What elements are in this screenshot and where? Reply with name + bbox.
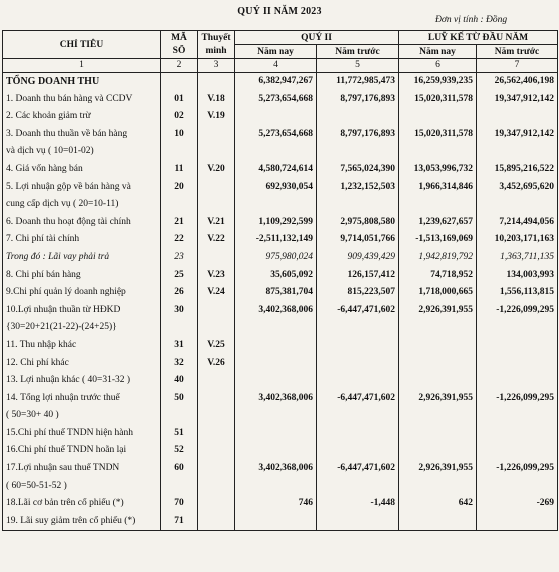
row-label: 8. Chi phí bán hàng <box>3 267 161 285</box>
row-note <box>198 372 235 390</box>
quarter-previous-value: 8,797,176,893 <box>317 126 399 144</box>
table-row <box>3 143 558 161</box>
quarter-previous-value <box>317 355 399 373</box>
row-code: 26 <box>161 284 198 302</box>
row-note <box>198 425 235 443</box>
ytd-previous-value: 19,347,912,142 <box>477 126 558 144</box>
row-code: 23 <box>161 249 198 267</box>
column-number: 3 <box>198 59 235 73</box>
header-thuyet: Thuyết <box>198 31 235 45</box>
quarter-previous-value <box>317 478 399 496</box>
ytd-previous-value: 3,452,695,620 <box>477 179 558 197</box>
row-code <box>161 319 198 337</box>
quarter-previous-value <box>317 442 399 460</box>
row-code: 52 <box>161 442 198 460</box>
quarter-previous-value: 8,797,176,893 <box>317 91 399 109</box>
row-code: 40 <box>161 372 198 390</box>
table-row <box>3 179 558 197</box>
ytd-current-value <box>399 337 477 355</box>
row-note <box>198 143 235 161</box>
table-row <box>3 91 558 109</box>
quarter-current-value <box>235 425 317 443</box>
ytd-current-value <box>399 196 477 214</box>
ytd-current-value <box>399 372 477 390</box>
row-code <box>161 73 198 91</box>
header-luyke: LUỸ KẾ TỪ ĐẦU NĂM <box>399 31 558 45</box>
quarter-previous-value <box>317 143 399 161</box>
table-body <box>3 73 558 531</box>
quarter-previous-value: 9,714,051,766 <box>317 231 399 249</box>
table-row <box>3 407 558 425</box>
row-label: 14. Tổng lợi nhuận trước thuế <box>3 390 161 408</box>
header-minh: minh <box>198 45 235 59</box>
ytd-current-value: 1,966,314,846 <box>399 179 477 197</box>
quarter-current-value: 975,980,024 <box>235 249 317 267</box>
header-chi-tieu: CHỈ TIÊU <box>3 31 161 59</box>
row-label: 5. Lợi nhuận gộp về bán hàng và <box>3 179 161 197</box>
row-note: V.22 <box>198 231 235 249</box>
row-note <box>198 407 235 425</box>
quarter-current-value <box>235 355 317 373</box>
column-number: 1 <box>3 59 161 73</box>
table-row <box>3 284 558 302</box>
row-label: 9.Chi phí quản lý doanh nghiệp <box>3 284 161 302</box>
row-note <box>198 126 235 144</box>
ytd-previous-value: -1,226,099,295 <box>477 302 558 320</box>
row-code: 22 <box>161 231 198 249</box>
row-label: {30=20+21(21-22)-(24+25)} <box>3 319 161 337</box>
row-label: 19. Lãi suy giảm trên cổ phiếu (*) <box>3 513 161 531</box>
table-row <box>3 319 558 337</box>
row-code <box>161 407 198 425</box>
quarter-current-value: 875,381,704 <box>235 284 317 302</box>
row-code: 02 <box>161 108 198 126</box>
row-code: 31 <box>161 337 198 355</box>
table-row <box>3 495 558 513</box>
ytd-previous-value: 1,556,113,815 <box>477 284 558 302</box>
row-label: 4. Giá vốn hàng bán <box>3 161 161 179</box>
row-label: 2. Các khoản giảm trừ <box>3 108 161 126</box>
row-label: 17.Lợi nhuận sau thuế TNDN <box>3 460 161 478</box>
quarter-current-value: 3,402,368,006 <box>235 390 317 408</box>
ytd-previous-value <box>477 372 558 390</box>
ytd-previous-value <box>477 442 558 460</box>
quarter-current-value: 3,402,368,006 <box>235 460 317 478</box>
row-label: 15.Chi phí thuế TNDN hiện hành <box>3 425 161 443</box>
ytd-previous-value: -1,226,099,295 <box>477 460 558 478</box>
column-number: 7 <box>477 59 558 73</box>
row-note <box>198 179 235 197</box>
table-row <box>3 390 558 408</box>
quarter-previous-value <box>317 337 399 355</box>
row-code: 10 <box>161 126 198 144</box>
table-row <box>3 196 558 214</box>
row-code <box>161 143 198 161</box>
ytd-previous-value <box>477 425 558 443</box>
row-code: 60 <box>161 460 198 478</box>
row-label: ( 60=50-51-52 ) <box>3 478 161 496</box>
quarter-current-value: 692,930,054 <box>235 179 317 197</box>
ytd-previous-value <box>477 407 558 425</box>
table-row <box>3 231 558 249</box>
row-code: 11 <box>161 161 198 179</box>
row-label: 11. Thu nhập khác <box>3 337 161 355</box>
row-label: 12. Chi phí khác <box>3 355 161 373</box>
row-code: 32 <box>161 355 198 373</box>
ytd-current-value: 13,053,996,732 <box>399 161 477 179</box>
row-note: V.26 <box>198 355 235 373</box>
quarter-previous-value: 2,975,808,580 <box>317 214 399 232</box>
header-nam-truoc-quy: Năm trước <box>317 45 399 59</box>
quarter-current-value: -2,511,132,149 <box>235 231 317 249</box>
ytd-current-value <box>399 478 477 496</box>
ytd-current-value: 2,926,391,955 <box>399 302 477 320</box>
quarter-current-value <box>235 196 317 214</box>
ytd-previous-value <box>477 143 558 161</box>
ytd-current-value <box>399 143 477 161</box>
row-code: 50 <box>161 390 198 408</box>
row-label: ( 50=30+ 40 ) <box>3 407 161 425</box>
header-nam-nay-luyke: Năm nay <box>399 45 477 59</box>
table-row <box>3 460 558 478</box>
row-code: 20 <box>161 179 198 197</box>
header-nam-truoc-luyke: Năm trước <box>477 45 558 59</box>
quarter-current-value: 5,273,654,668 <box>235 126 317 144</box>
row-note <box>198 73 235 91</box>
row-note <box>198 460 235 478</box>
quarter-current-value <box>235 108 317 126</box>
header-quy2: QUÝ II <box>235 31 399 45</box>
ytd-previous-value <box>477 478 558 496</box>
row-code: 51 <box>161 425 198 443</box>
quarter-current-value: 3,402,368,006 <box>235 302 317 320</box>
table-row <box>3 442 558 460</box>
table-row <box>3 161 558 179</box>
quarter-previous-value: -6,447,471,602 <box>317 460 399 478</box>
quarter-current-value: 1,109,292,599 <box>235 214 317 232</box>
row-label: và dịch vụ ( 10=01-02) <box>3 143 161 161</box>
ytd-previous-value: 7,214,494,056 <box>477 214 558 232</box>
column-number: 5 <box>317 59 399 73</box>
table-row <box>3 478 558 496</box>
header-nam-nay-quy: Năm nay <box>235 45 317 59</box>
quarter-current-value <box>235 319 317 337</box>
table-row <box>3 214 558 232</box>
row-note <box>198 390 235 408</box>
row-code: 01 <box>161 91 198 109</box>
quarter-current-value <box>235 372 317 390</box>
column-number: 4 <box>235 59 317 73</box>
row-label: 13. Lợi nhuận khác ( 40=31-32 ) <box>3 372 161 390</box>
table-row <box>3 73 558 91</box>
quarter-current-value: 4,580,724,614 <box>235 161 317 179</box>
row-label: TỔNG DOANH THU <box>3 73 161 91</box>
row-note: V.18 <box>198 91 235 109</box>
table-row <box>3 372 558 390</box>
quarter-previous-value <box>317 196 399 214</box>
ytd-previous-value: 134,003,993 <box>477 267 558 285</box>
row-note: V.23 <box>198 267 235 285</box>
quarter-current-value: 5,273,654,668 <box>235 91 317 109</box>
quarter-current-value <box>235 407 317 425</box>
quarter-previous-value <box>317 407 399 425</box>
row-note <box>198 513 235 531</box>
ytd-current-value: 1,942,819,792 <box>399 249 477 267</box>
ytd-previous-value: 10,203,171,163 <box>477 231 558 249</box>
row-label: 18.Lãi cơ bản trên cổ phiếu (*) <box>3 495 161 513</box>
row-note <box>198 302 235 320</box>
ytd-current-value <box>399 425 477 443</box>
ytd-current-value <box>399 355 477 373</box>
quarter-current-value <box>235 513 317 531</box>
quarter-previous-value <box>317 108 399 126</box>
ytd-current-value <box>399 319 477 337</box>
income-statement-table <box>2 30 558 531</box>
table-row <box>3 126 558 144</box>
table-row <box>3 425 558 443</box>
row-label: 6. Doanh thu hoạt động tài chính <box>3 214 161 232</box>
row-code: 21 <box>161 214 198 232</box>
ytd-previous-value: -269 <box>477 495 558 513</box>
row-note: V.24 <box>198 284 235 302</box>
row-note <box>198 495 235 513</box>
row-label: 1. Doanh thu bán hàng và CCDV <box>3 91 161 109</box>
row-note <box>198 319 235 337</box>
ytd-previous-value: 15,895,216,522 <box>477 161 558 179</box>
header-so: SỐ <box>161 45 198 59</box>
quarter-previous-value <box>317 372 399 390</box>
row-code <box>161 196 198 214</box>
ytd-previous-value: 19,347,912,142 <box>477 91 558 109</box>
ytd-current-value: 1,239,627,657 <box>399 214 477 232</box>
ytd-current-value: 15,020,311,578 <box>399 126 477 144</box>
row-code: 30 <box>161 302 198 320</box>
ytd-previous-value <box>477 196 558 214</box>
row-label: cung cấp dịch vụ ( 20=10-11) <box>3 196 161 214</box>
table-row <box>3 337 558 355</box>
row-label: 16.Chi phí thuế TNDN hoãn lại <box>3 442 161 460</box>
ytd-current-value <box>399 407 477 425</box>
row-note <box>198 196 235 214</box>
row-code: 25 <box>161 267 198 285</box>
quarter-current-value: 6,382,947,267 <box>235 73 317 91</box>
quarter-current-value <box>235 442 317 460</box>
ytd-previous-value <box>477 355 558 373</box>
currency-unit: Đơn vị tính : Đồng <box>435 15 508 25</box>
quarter-previous-value: 1,232,152,503 <box>317 179 399 197</box>
ytd-previous-value: -1,226,099,295 <box>477 390 558 408</box>
row-code: 70 <box>161 495 198 513</box>
row-note: V.21 <box>198 214 235 232</box>
ytd-current-value <box>399 513 477 531</box>
quarter-previous-value <box>317 425 399 443</box>
ytd-current-value: 74,718,952 <box>399 267 477 285</box>
ytd-previous-value: 26,562,406,198 <box>477 73 558 91</box>
column-number: 6 <box>399 59 477 73</box>
quarter-current-value <box>235 478 317 496</box>
header-ma: MÃ <box>161 31 198 45</box>
quarter-previous-value: -6,447,471,602 <box>317 302 399 320</box>
quarter-current-value: 746 <box>235 495 317 513</box>
ytd-current-value: 642 <box>399 495 477 513</box>
ytd-current-value: 16,259,939,235 <box>399 73 477 91</box>
ytd-current-value <box>399 442 477 460</box>
column-number: 2 <box>161 59 198 73</box>
row-note: V.25 <box>198 337 235 355</box>
ytd-previous-value <box>477 337 558 355</box>
quarter-previous-value: -6,447,471,602 <box>317 390 399 408</box>
quarter-current-value: 35,605,092 <box>235 267 317 285</box>
quarter-previous-value: 11,772,985,473 <box>317 73 399 91</box>
row-code: 71 <box>161 513 198 531</box>
ytd-current-value: 2,926,391,955 <box>399 460 477 478</box>
row-note: V.20 <box>198 161 235 179</box>
ytd-previous-value: 1,363,711,135 <box>477 249 558 267</box>
row-label: Trong đó : Lãi vay phải trả <box>3 249 161 267</box>
row-label: 10.Lợi nhuận thuần từ HĐKD <box>3 302 161 320</box>
table-row <box>3 267 558 285</box>
table-row <box>3 513 558 531</box>
ytd-current-value: 1,718,000,665 <box>399 284 477 302</box>
ytd-previous-value <box>477 319 558 337</box>
row-code <box>161 478 198 496</box>
ytd-current-value <box>399 108 477 126</box>
quarter-previous-value <box>317 319 399 337</box>
row-note <box>198 442 235 460</box>
table-row <box>3 108 558 126</box>
table-row <box>3 249 558 267</box>
ytd-current-value: -1,513,169,069 <box>399 231 477 249</box>
ytd-previous-value <box>477 108 558 126</box>
quarter-current-value <box>235 337 317 355</box>
ytd-previous-value <box>477 513 558 531</box>
report-title: QUÝ II NĂM 2023 <box>237 6 322 17</box>
quarter-current-value <box>235 143 317 161</box>
quarter-previous-value <box>317 513 399 531</box>
ytd-current-value: 2,926,391,955 <box>399 390 477 408</box>
quarter-previous-value: 815,223,507 <box>317 284 399 302</box>
row-note <box>198 249 235 267</box>
quarter-previous-value: -1,448 <box>317 495 399 513</box>
quarter-previous-value: 7,565,024,390 <box>317 161 399 179</box>
row-note: V.19 <box>198 108 235 126</box>
quarter-previous-value: 909,439,429 <box>317 249 399 267</box>
quarter-previous-value: 126,157,412 <box>317 267 399 285</box>
ytd-current-value: 15,020,311,578 <box>399 91 477 109</box>
table-row <box>3 355 558 373</box>
row-label: 7. Chi phí tài chính <box>3 231 161 249</box>
table-row <box>3 302 558 320</box>
row-note <box>198 478 235 496</box>
row-label: 3. Doanh thu thuần về bán hàng <box>3 126 161 144</box>
